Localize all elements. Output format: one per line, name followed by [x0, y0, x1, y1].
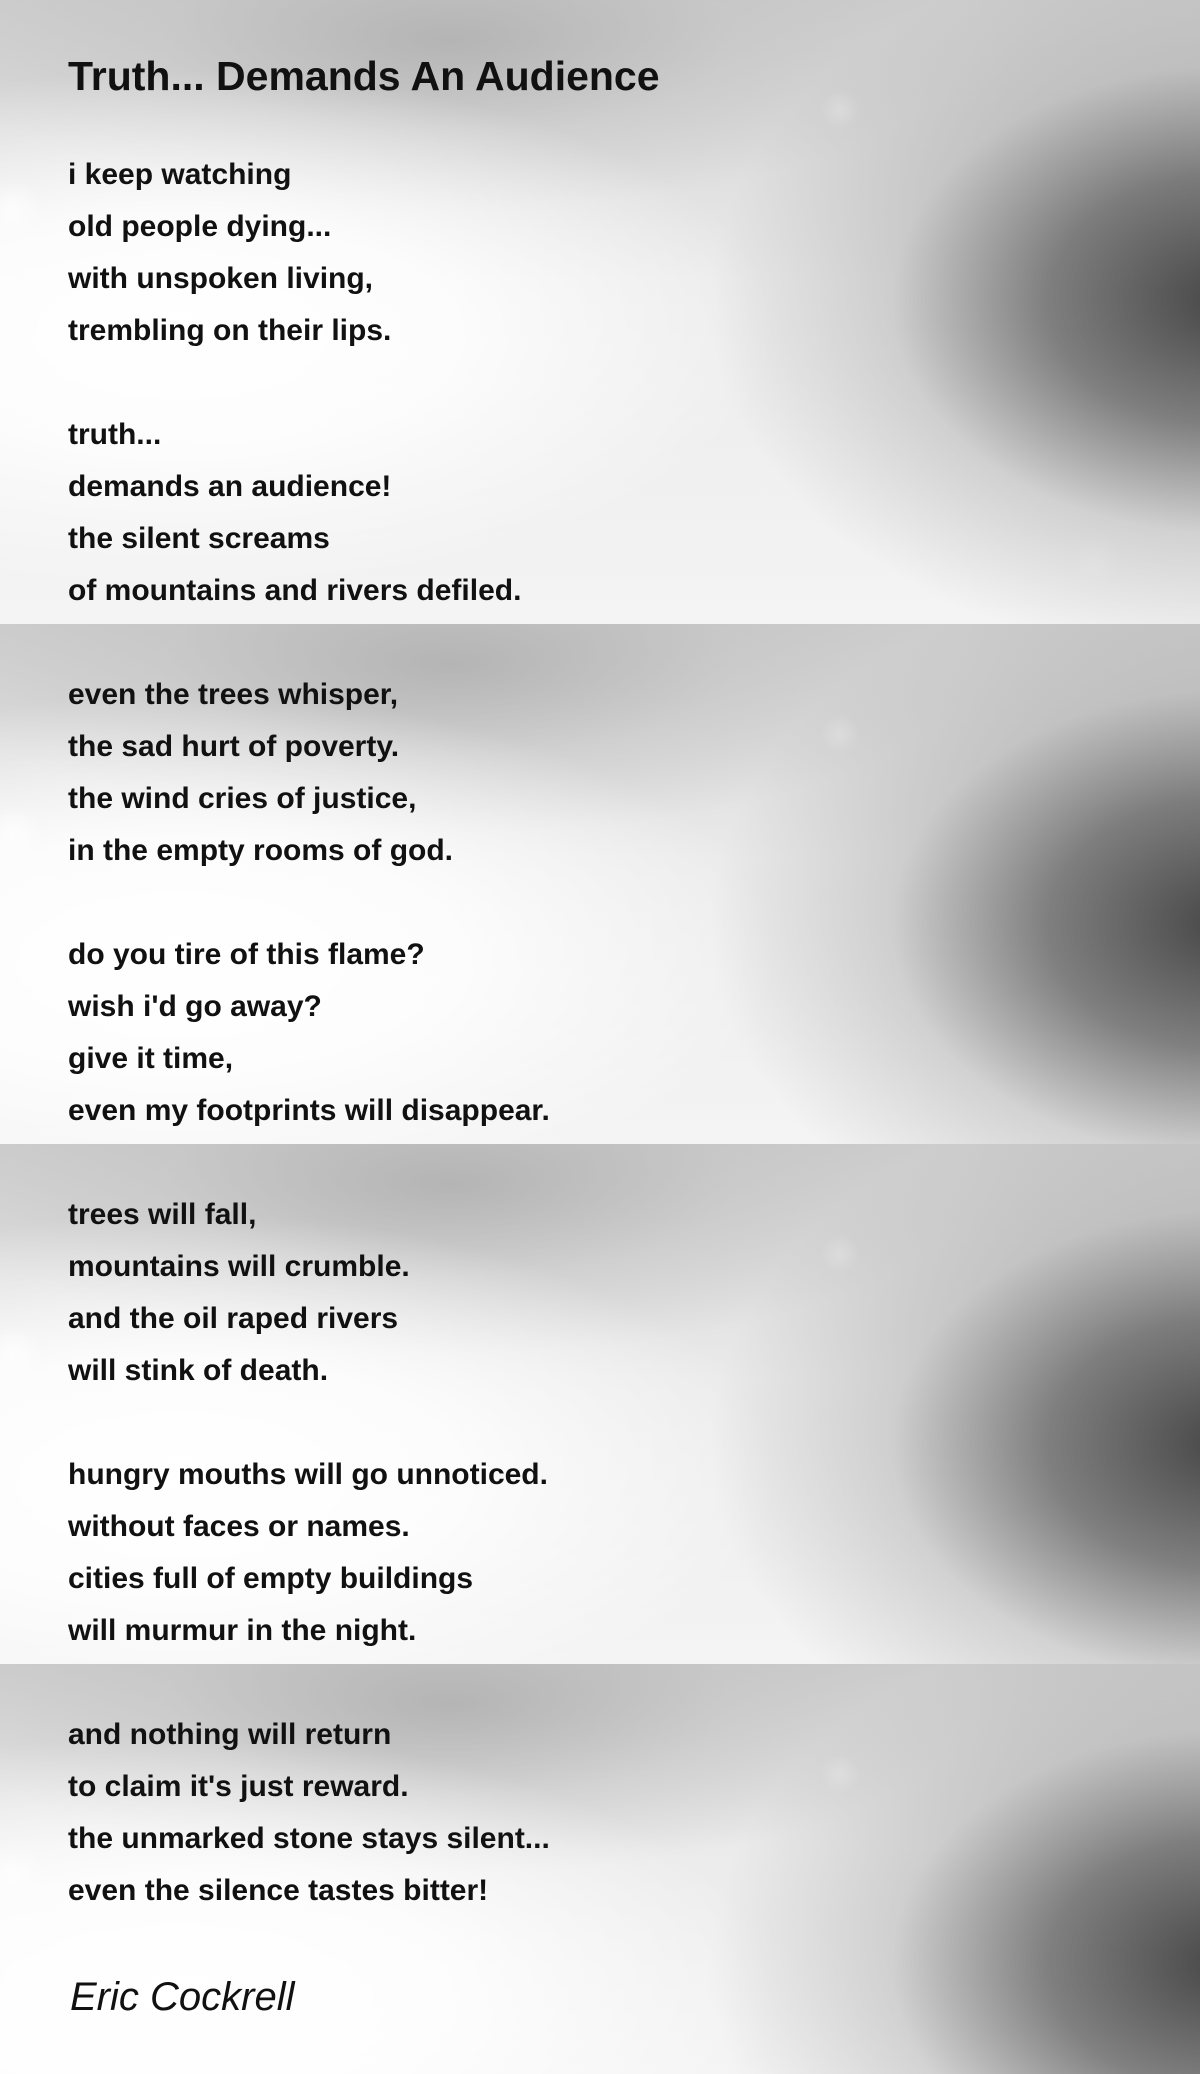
poem-line: the silent screams: [68, 522, 330, 555]
poem-line: truth...: [68, 418, 162, 451]
poem-line: old people dying...: [68, 210, 332, 243]
stanza: [68, 1189, 410, 1397]
poem-line: trembling on their lips.: [68, 314, 392, 347]
poem-line: in the empty rooms of god.: [68, 834, 454, 867]
poem-line: wish i'd go away?: [68, 990, 322, 1023]
poem-line: of mountains and rivers defiled.: [68, 574, 522, 607]
poem-line: will stink of death.: [68, 1354, 329, 1387]
stanza: [68, 149, 391, 357]
poem-line: and nothing will return: [68, 1718, 392, 1751]
poem-line: give it time,: [68, 1042, 234, 1075]
poem-line: will murmur in the night.: [68, 1614, 417, 1647]
poem-line: the wind cries of justice,: [68, 782, 417, 815]
poem-line: hungry mouths will go unnoticed.: [68, 1458, 548, 1491]
stanza: [68, 409, 521, 617]
poem-line: i keep watching: [68, 158, 292, 191]
poem-line: even the silence tastes bitter!: [68, 1874, 489, 1907]
poem-line: trees will fall,: [68, 1198, 257, 1231]
poem-line: demands an audience!: [68, 470, 392, 503]
stanza: [68, 1709, 550, 1917]
poem-line: to claim it's just reward.: [68, 1770, 409, 1803]
poem-line: without faces or names.: [68, 1510, 410, 1543]
stanza: [68, 1449, 548, 1657]
poem-title: Truth... Demands An Audience: [68, 53, 660, 99]
poem-line: with unspoken living,: [68, 262, 374, 295]
poem-line: mountains will crumble.: [68, 1250, 410, 1283]
poem-line: even my footprints will disappear.: [68, 1094, 550, 1127]
poem-line: cities full of empty buildings: [68, 1562, 474, 1595]
poem-line: do you tire of this flame?: [68, 938, 425, 971]
stanza: [68, 669, 453, 877]
poem-line: and the oil raped rivers: [68, 1302, 399, 1335]
poem-author: Eric Cockrell: [70, 1975, 295, 2019]
poem-line: the sad hurt of poverty.: [68, 730, 400, 763]
poem-line: the unmarked stone stays silent...: [68, 1822, 550, 1855]
stanza: [68, 929, 550, 1137]
poem-line: even the trees whisper,: [68, 678, 399, 711]
